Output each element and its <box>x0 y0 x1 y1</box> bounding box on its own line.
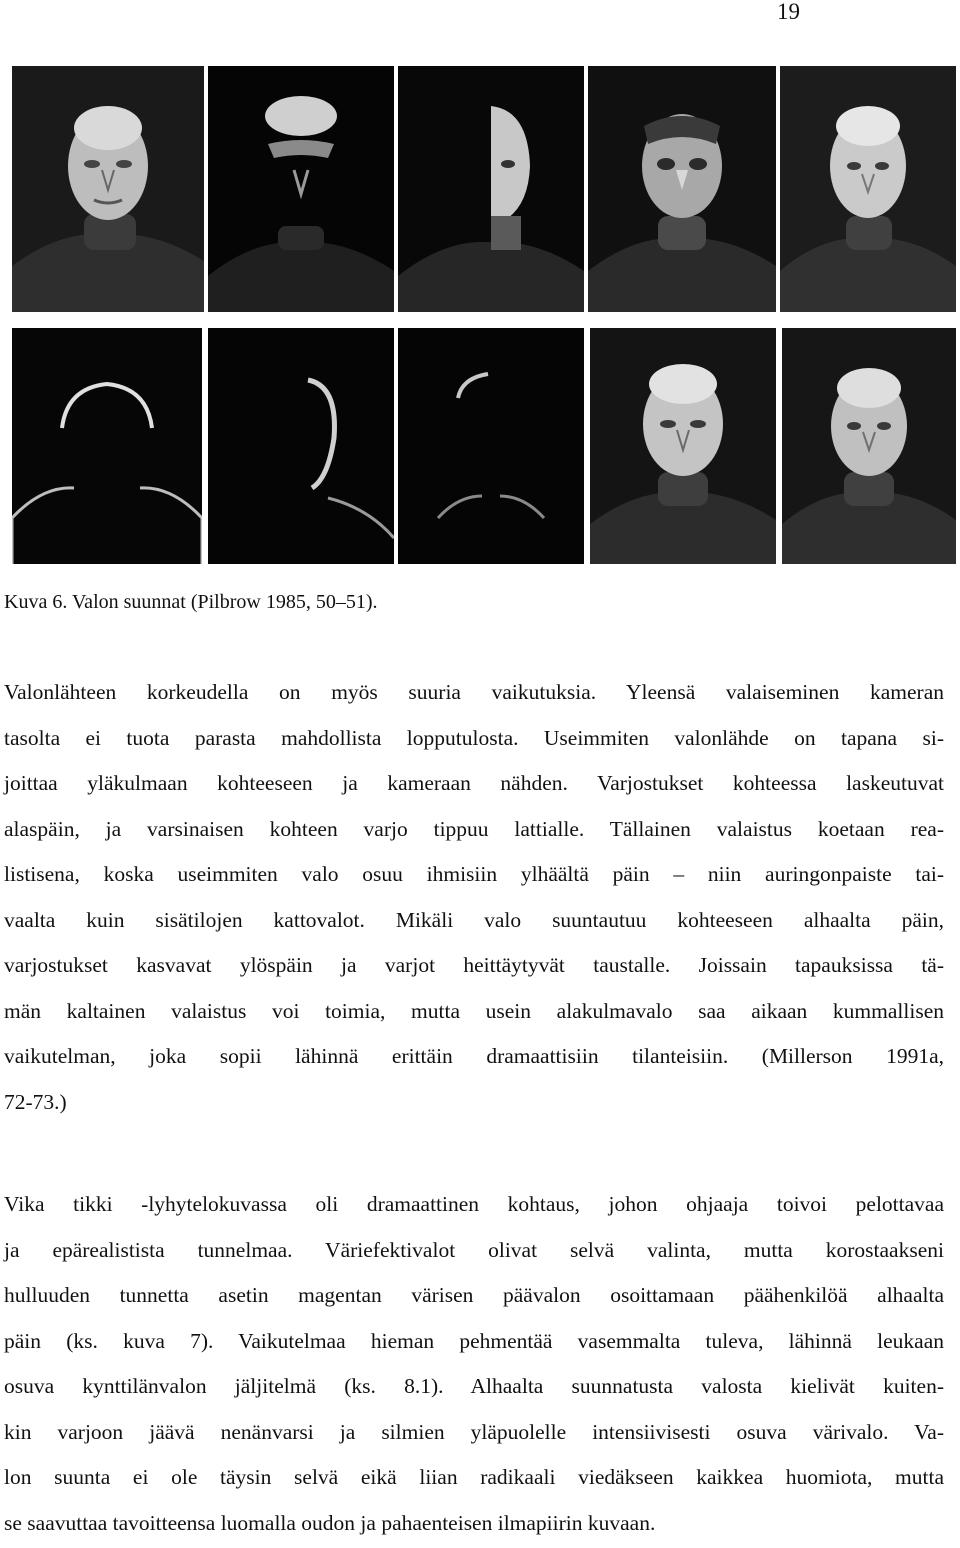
paragraph-line: osuva kynttilänvalon jäljitelmä (ks. 8.1). Alhaalta suunnatusta valosta kielivät kuiten- <box>4 1374 944 1398</box>
photo-side-lit <box>398 66 584 312</box>
paragraph-line: se saavuttaa tavoitteensa luomalla oudon ja pahaenteisen ilmapiirin kuvaan. <box>4 1510 656 1535</box>
paragraph-line: alaspäin, ja varsinaisen kohteen varjo tippuu lattialle. Tällainen valaistus koetaan rea- <box>4 816 944 841</box>
paragraph-line: Valonlähteen korkeudella on myös suuria vaikutuksia. Yleensä valaiseminen kameran <box>4 680 944 704</box>
paragraph-line: vaalta kuin sisätilojen kattovalot. Mikäli valo suuntautuu kohteeseen alhaalta päin, <box>4 907 944 932</box>
page-number: 19 <box>777 0 800 24</box>
paragraph-line: varjostukset kasvavat ylöspäin ja varjot heittäytyvät taustalle. Joissain tapauksissa tä- <box>4 953 944 977</box>
paragraph-line: päin (ks. kuva 7). Vaikutelmaa hieman pehmentää vasemmalta tuleva, lähinnä leukaan <box>4 1328 944 1353</box>
photo-below-lit <box>588 66 776 312</box>
photo-rim-lit-side <box>208 328 394 564</box>
paragraph-line: tasolta ei tuota parasta mahdollista lopputulosta. Useimmiten valonlähde on tapana si- <box>4 725 944 750</box>
paragraph-line: lon suunta ei ole täysin selvä eikä liian radikaali viedäkseen kaikkea huomiota, mutta <box>4 1465 944 1489</box>
photo-soft-front-lit <box>782 328 956 564</box>
paragraph-1 <box>4 670 944 1125</box>
paragraph-line: vaikutelman, joka sopii lähinnä erittäin dramaattisiin tilanteisiin. (Millerson 1991a, <box>4 1044 944 1068</box>
photo-front-lit <box>12 66 204 312</box>
paragraph-line: 72-73.) <box>4 1089 67 1114</box>
figure-caption: Kuva 6. Valon suunnat (Pilbrow 1985, 50–51). <box>4 591 378 613</box>
paragraph-line: ja epärealistista tunnelmaa. Väriefektivalot olivat selvä valinta, mutta korostaakseni <box>4 1237 944 1262</box>
paragraph-line: listisena, koska useimmiten valo osuu ihmisiin ylhäältä päin – niin auringonpaiste tai- <box>4 862 944 886</box>
paragraph-line: Vika tikki -lyhytelokuvassa oli dramaattinen kohtaus, johon ohjaaja toivoi pelottavaa <box>4 1192 944 1216</box>
photo-rim-lit-back <box>398 328 584 564</box>
photo-back-lit <box>12 328 202 564</box>
paragraph-line: hulluuden tunnetta asetin magentan värisen päävalon osoittamaan päähenkilöä alhaalta <box>4 1283 944 1307</box>
photo-flat-front-lit <box>590 328 776 564</box>
photo-high-front-lit <box>780 66 956 312</box>
photo-top-lit <box>208 66 394 312</box>
paragraph-line: män kaltainen valaistus voi toimia, mutta usein alakulmavalo saa aikaan kummallisen <box>4 998 944 1023</box>
paragraph-line: joittaa yläkulmaan kohteeseen ja kameraan nähden. Varjostukset kohteessa laskeutuvat <box>4 771 944 795</box>
figure-photo-grid <box>12 66 956 566</box>
paragraph-2 <box>4 1182 944 1546</box>
paragraph-line: kin varjoon jäävä nenänvarsi ja silmien yläpuolelle intensiivisesti osuva värivalo. Va- <box>4 1419 944 1444</box>
